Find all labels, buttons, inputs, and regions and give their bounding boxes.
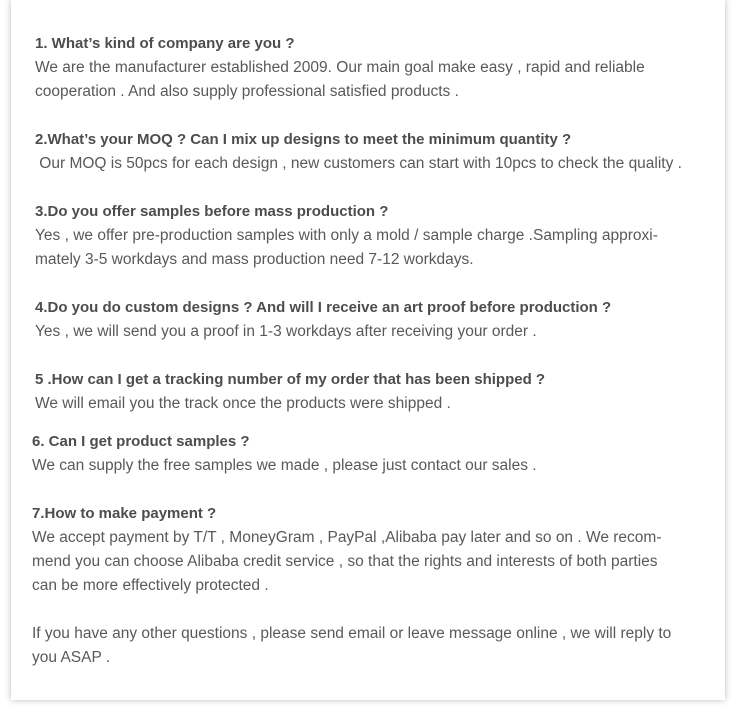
- faq-answer-7-line-3: can be more effectively protected .: [32, 577, 269, 594]
- faq-answer-5-line-1: We will email you the track once the products were shipped .: [35, 395, 451, 412]
- faq-question-2: 2.What’s your MOQ ? Can I mix up designs to meet the minimum quantity ?: [35, 131, 572, 148]
- faq-answer-7-line-2: mend you can choose Alibaba credit service , so that the rights and interests of both parties: [32, 553, 658, 570]
- faq-question-4: 4.Do you do custom designs ? And will I receive an art proof before production ?: [35, 299, 612, 316]
- faq-answer-4-line-1: Yes , we will send you a proof in 1-3 workdays after receiving your order .: [35, 323, 537, 340]
- faq-answer-7-line-1: We accept payment by T/T , MoneyGram , PayPal ,Alibaba pay later and so on . We recom-: [32, 529, 662, 546]
- faq-question-7: 7.How to make payment ?: [32, 505, 217, 522]
- faq-answer-6-line-1: We can supply the free samples we made , please just contact our sales .: [32, 457, 537, 474]
- faq-question-6: 6. Can I get product samples ?: [32, 433, 250, 450]
- faq-answer-3-line-2: mately 3-5 workdays and mass production need 7-12 workdays.: [35, 251, 474, 268]
- closing-line-1: If you have any other questions , please send email or leave message online , we will reply to: [32, 625, 672, 642]
- faq-answer-3-line-1: Yes , we offer pre-production samples with only a mold / sample charge .Sampling approxi-: [35, 227, 658, 244]
- faq-answer-1-line-2: cooperation . And also supply professional satisfied products .: [35, 83, 459, 100]
- faq-answer-1-line-1: We are the manufacturer established 2009. Our main goal make easy , rapid and reliable: [35, 59, 645, 76]
- faq-answer-2-line-1: Our MOQ is 50pcs for each design , new customers can start with 10pcs to check the quality .: [35, 155, 682, 172]
- closing-line-2: you ASAP .: [32, 649, 111, 666]
- faq-question-5: 5 .How can I get a tracking number of my order that has been shipped ?: [35, 371, 546, 388]
- faq-question-1: 1. What’s kind of company are you ?: [35, 35, 295, 52]
- faq-question-3: 3.Do you offer samples before mass production ?: [35, 203, 389, 220]
